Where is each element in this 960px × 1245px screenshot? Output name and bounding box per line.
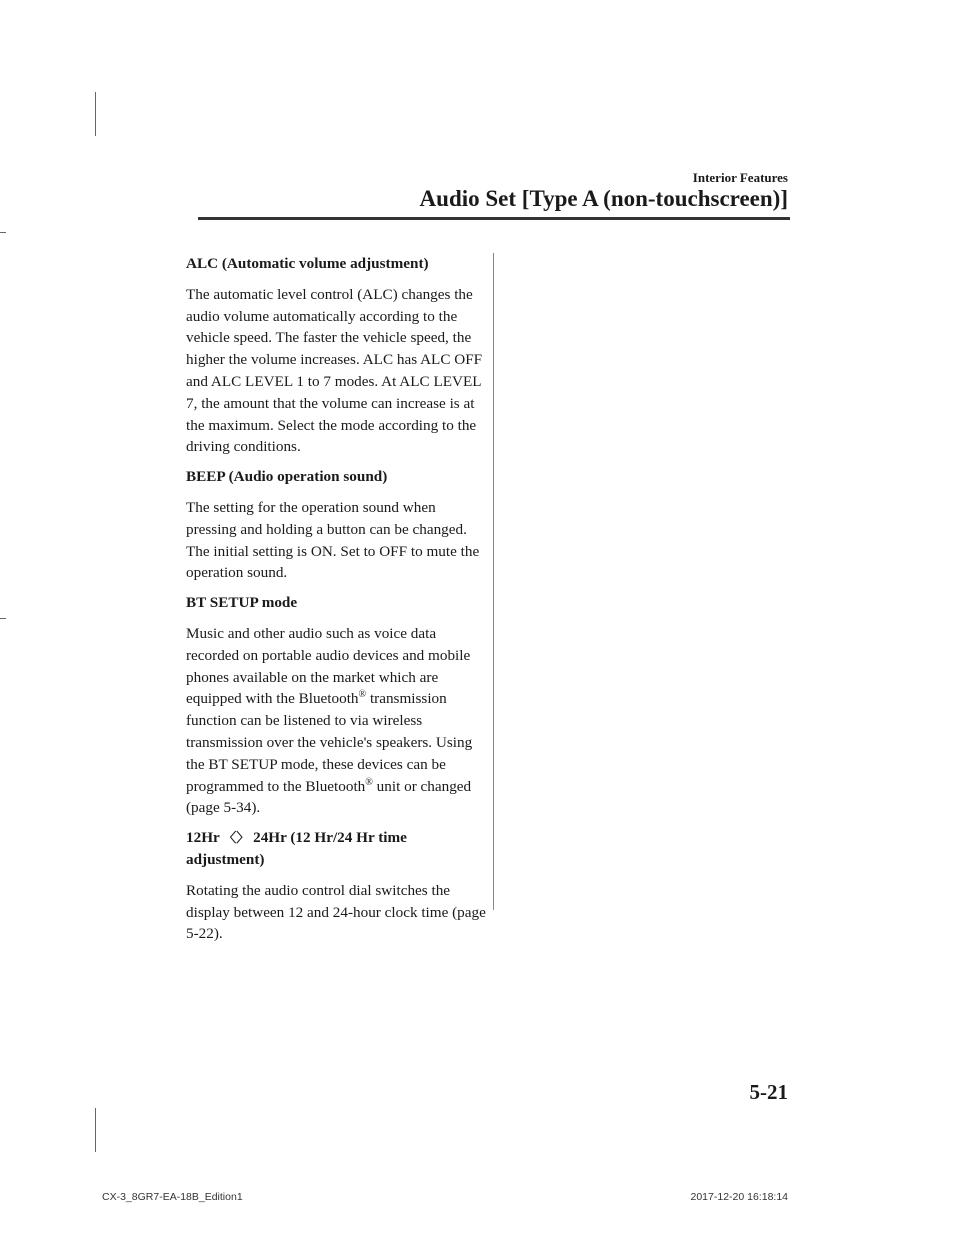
- bt-text-3: unit or changed (page 5-34).: [186, 777, 472, 817]
- chevron-right-icon: 〉: [236, 830, 250, 846]
- text-column: [186, 253, 486, 953]
- crop-mark-bottom: [95, 1108, 96, 1152]
- crop-mark-top: [95, 92, 96, 136]
- paragraph-bt-setup: [186, 623, 486, 819]
- chapter-title: Interior Features: [692, 170, 788, 185]
- clock-heading-1: 12Hr: [186, 829, 224, 847]
- footer-edition: CX-3_8GR7-EA-18B_Edition1: [102, 1191, 243, 1203]
- heading-beep: BEEP (Audio operation sound): [186, 468, 388, 486]
- heading-clock: [186, 827, 486, 871]
- heading-bt-setup: BT SETUP mode: [186, 594, 298, 612]
- paragraph-clock: Rotating the audio control dial switches the display between 12 and 24-hour clock time (page 5-22).: [186, 881, 486, 943]
- paragraph-beep: The setting for the operation sound when pressing and holding a button can be changed. The initial setting is ON. Set to OFF to mute the operation sound.: [186, 498, 480, 582]
- registered-mark: ®: [358, 689, 367, 701]
- bt-text-2: transmission function can be listened to via wireless transmission over the vehicle's speakers. Using the BT SETUP mode, these devices can be programmed to the Bluetooth: [186, 690, 473, 795]
- registered-mark: ®: [365, 776, 373, 788]
- section-title: Audio Set [Type A (non-touchscreen)]: [419, 186, 788, 211]
- clock-heading-2: 24Hr (12 Hr/24 Hr time adjustment): [186, 829, 407, 868]
- header-rule: [198, 217, 790, 220]
- footer-timestamp: 2017-12-20 16:18:14: [690, 1191, 788, 1203]
- paragraph-alc: The automatic level control (ALC) changes the audio volume automatically according to the vehicle speed. The faster the vehicle speed, the higher the volume increases. ALC has ALC OFF and ALC LEVEL 1 to 7 modes. At ALC LEVEL 7, the amount that the volume can increase is at the maximum. Select the mode according to the driving conditions.: [186, 285, 483, 456]
- crop-mark-left-upper: [0, 232, 6, 233]
- chevron-left-icon: 〈: [223, 830, 237, 846]
- bt-text-1: Music and other audio such as voice data recorded on portable audio devices and mobile phones available on the market which are equipped with the Bluetooth: [186, 624, 471, 708]
- heading-alc: ALC (Automatic volume adjustment): [186, 255, 429, 272]
- crop-mark-left-lower: [0, 618, 6, 619]
- column-divider: [493, 253, 494, 910]
- page-number: 5-21: [749, 1080, 788, 1104]
